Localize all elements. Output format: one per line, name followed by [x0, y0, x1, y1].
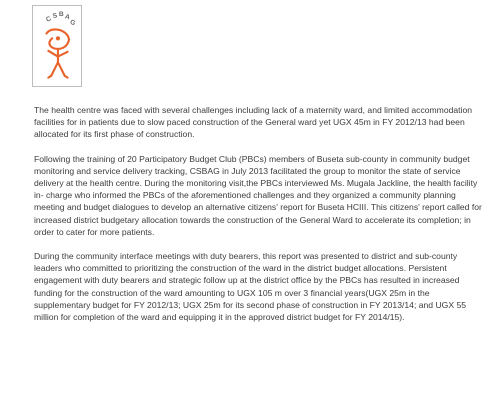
- article-body: [34, 104, 484, 335]
- paragraph-training: Following the training of 20 Participatory Budget Club (PBCs) members of Buseta sub-county in community budget monitoring and service delivery tracking, CSBAG in July 2013 facilitated the group to monitor the state of service delivery at the health centre. During the monitoring visit,the PBCs interviewed Ms. Mugala Jackline, the health facility in- charge who informed the PBCs of the aforementioned challenges and they organized a community planning meeting and budget dialogues to develop an alternative citizens' report for Buseta HCIII. This citizens' report called for increased district budgetary allocation towards the construction of the General Ward to accelerate its completion; in order to cater for more patients.: [34, 153, 482, 237]
- svg-text:A: A: [64, 13, 71, 22]
- paragraph-outcome: During the community interface meetings with duty bearers, this report was presented to district and sub-county leaders who committed to prioritizing the construction of the ward in the district budget allocations. Persistent engagement with duty bearers and strategic follow up at the district office by the PBCs has resulted in increased funding for the construction of the ward amounting to UGX 105 m over 3 financial years(UGX 25m in the supplementary budget for FY 2012/13; UGX 25m for its second phase of construction in FY 2013/14; and UGX 55 million for completion of the ward and equipping it in the approved district budget for FY 2014/15).: [34, 251, 467, 323]
- svg-text:G: G: [68, 18, 77, 28]
- paragraph-challenges: The health centre was faced with several challenges including lack of a maternity ward, and limited accommodation facilities for in patients due to slow paced construction of the General ward yet UGX 45m in FY 2012/13 had been allocated for its first phase of construction.: [34, 105, 473, 140]
- svg-text:B: B: [58, 11, 64, 19]
- csbag-logo-icon: [33, 6, 81, 86]
- svg-text:S: S: [52, 12, 58, 21]
- csbag-logo: [32, 5, 82, 87]
- svg-text:C: C: [45, 15, 53, 24]
